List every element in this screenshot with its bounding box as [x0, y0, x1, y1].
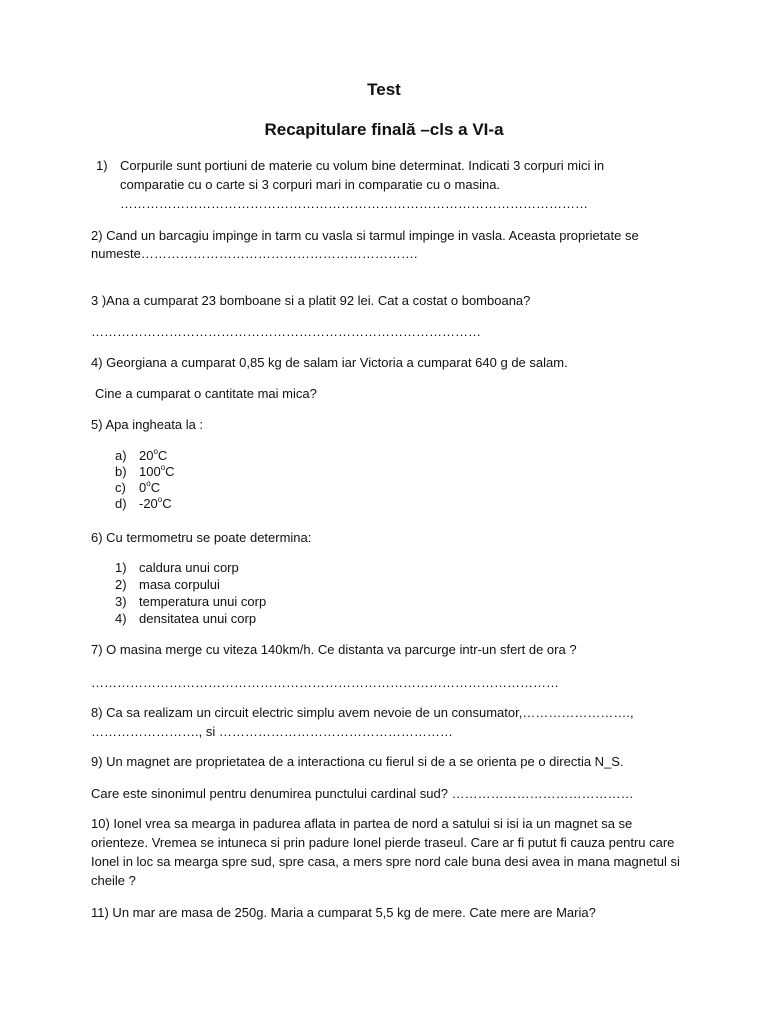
q11-line-1: 11) Un mar are masa de 250g. Maria a cumparat 5,5 kg de mere. Cate mere are Maria?	[91, 905, 596, 920]
q1-line-2: comparatie cu o carte si 3 corpuri mari in comparatie cu o masina.	[120, 177, 501, 192]
q10-line-2: orienteze. Vremea se intuneca si prin padure Ionel pierde traseul. Care ar fi putut fi cauza pentru care	[91, 835, 675, 850]
q7-answer-line: ………………………………………………………………………………………………	[91, 675, 559, 690]
q5-option-c: 0$^o$C	[139, 478, 161, 495]
q3-answer-line: ………………………………………………………………………………	[91, 324, 481, 339]
q6-option-1: caldura unui corp	[139, 560, 239, 575]
q10-line-4: cheile ?	[91, 873, 136, 888]
q5-question: 5) Apa ingheata la :	[91, 417, 204, 432]
q6-option-1-number: 1)	[115, 560, 127, 575]
q2-line-2: numeste……………………………………………………….	[91, 246, 418, 261]
q5-option-d: -20$^o$C	[139, 494, 172, 511]
document-title: Test	[367, 80, 401, 99]
q9-line-1: 9) Un magnet are proprietatea de a interactiona cu fierul si de a se orienta pe o directia N_S.	[91, 754, 624, 769]
q5-option-d-letter: d)	[115, 496, 127, 511]
q4-line-2: Cine a cumparat o cantitate mai mica?	[95, 386, 317, 401]
q6-option-2: masa corpului	[139, 577, 220, 592]
q5-option-a: 20$^o$C	[139, 446, 168, 463]
q1-number: 1)	[96, 158, 108, 173]
q5-option-c-letter: c)	[115, 480, 126, 495]
q6-option-3-number: 3)	[115, 594, 127, 609]
q1-line-1: Corpurile sunt portiuni de materie cu volum bine determinat. Indicati 3 corpuri mici in	[120, 158, 605, 173]
q8-line-2: ……………………., si ………………………………………………	[91, 724, 453, 739]
q6-option-4: densitatea unui corp	[139, 611, 257, 626]
q3-line-1: 3 )Ana a cumparat 23 bomboane si a platit 92 lei. Cat a costat o bomboana?	[91, 293, 531, 308]
document-subtitle: Recapitulare finală –cls a VI-a	[264, 120, 504, 139]
q2-line-1: 2) Cand un barcagiu impinge in tarm cu vasla si tarmul impinge in vasla. Aceasta proprietate se	[91, 228, 639, 243]
q5-option-b-letter: b)	[115, 464, 127, 479]
q6-option-4-number: 4)	[115, 611, 127, 626]
q1-answer-line: ………………………………………………………………………………………………	[120, 196, 588, 211]
q9-line-2: Care este sinonimul pentru denumirea punctului cardinal sud? ……………………………………	[91, 786, 634, 801]
q10-line-3: Ionel in loc sa mearga spre sud, spre casa, a mers spre nord cale buna desi avea in mana magnetul si	[91, 854, 680, 869]
q7-line-1: 7) O masina merge cu viteza 140km/h. Ce distanta va parcurge intr-un sfert de ora ?	[91, 642, 577, 657]
q5-option-a-letter: a)	[115, 448, 127, 463]
q5-option-b: 100$^o$C	[139, 462, 175, 479]
q6-question: 6) Cu termometru se poate determina:	[91, 530, 312, 545]
q10-line-1: 10) Ionel vrea sa mearga in padurea aflata in partea de nord a satului si isi ia un magnet sa se	[91, 816, 633, 831]
q4-line-1: 4) Georgiana a cumparat 0,85 kg de salam iar Victoria a cumparat 640 g de salam.	[91, 355, 568, 370]
q6-option-2-number: 2)	[115, 577, 127, 592]
q6-option-3: temperatura unui corp	[139, 594, 267, 609]
q8-line-1: 8) Ca sa realizam un circuit electric simplu avem nevoie de un consumator,…………………….,	[91, 705, 634, 720]
